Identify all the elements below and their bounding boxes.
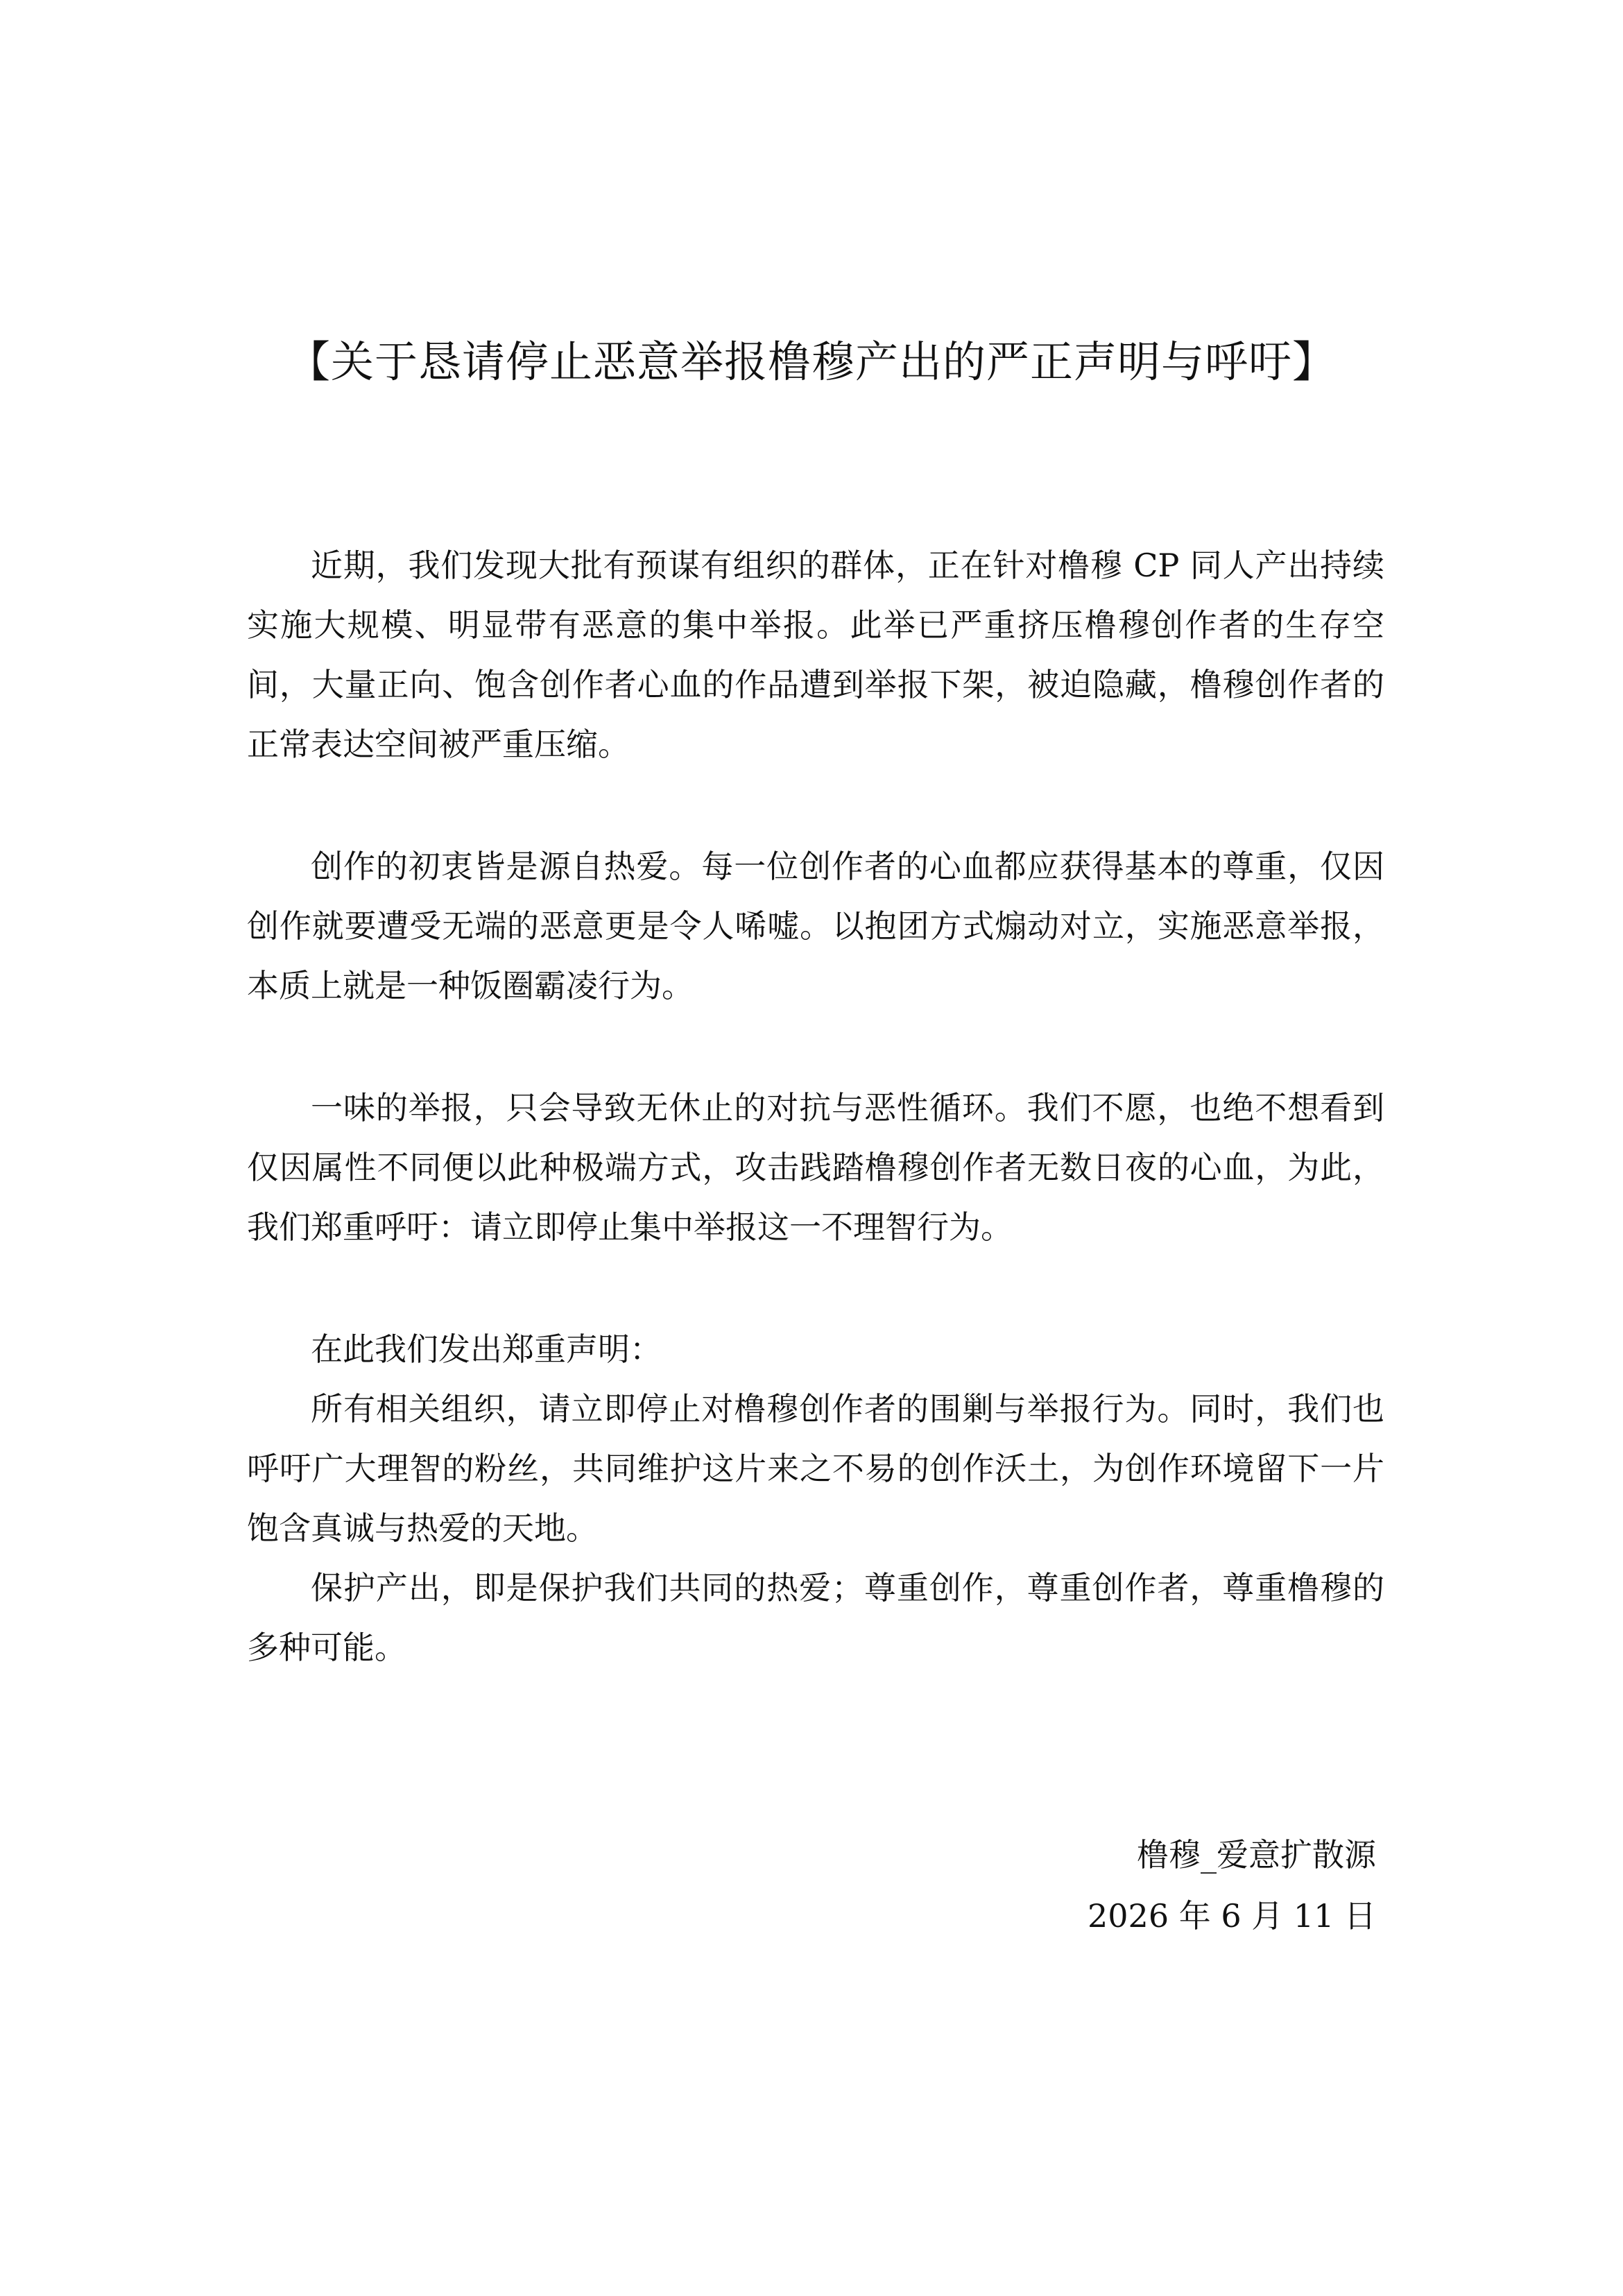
paragraph-appeal: 一味的举报，只会导致无休止的对抗与恶性循环。我们不愿，也绝不想看到仅因属性不同便以此种极端方式，攻击践踏橹穆创作者无数日夜的心血，为此，我们郑重呼吁：请立即停止集中举报这一不理智行为。: [247, 1089, 1384, 1246]
signature-block: [1088, 1824, 1376, 1946]
paragraph-gap: [247, 1257, 1384, 1319]
paragraph-creation: 创作的初衷皆是源自热爱。每一位创作者的心血都应获得基本的尊重，仅因创作就要遭受无端的恶意更是令人唏嘘。以抱团方式煽动对立，实施恶意举报，本质上就是一种饭圈霸凌行为。: [247, 848, 1384, 1004]
paragraph-closing: 保护产出，即是保护我们共同的热爱；尊重创作，尊重创作者，尊重橹穆的多种可能。: [247, 1569, 1384, 1666]
paragraph-gap: [247, 1016, 1384, 1078]
paragraph-statement-heading: 在此我们发出郑重声明：: [311, 1330, 662, 1368]
paragraph-gap: [247, 774, 1384, 837]
signature-date: 2026 年 6 月 11 日: [1088, 1897, 1376, 1935]
paragraph-intro: 近期，我们发现大批有预谋有组织的群体，正在针对橹穆 CP 同人产出持续实施大规模、明显带有恶意的集中举报。此举已严重挤压橹穆创作者的生存空间，大量正向、饱含创作者心血的作品遭到举报下架，被迫隐藏，橹穆创作者的正常表达空间被严重压缩。: [247, 547, 1384, 763]
signature-author: 橹穆_爱意扩散源: [1137, 1836, 1376, 1874]
document-title: 【关于恳请停止恶意举报橹穆产出的严正声明与呼吁】: [286, 336, 1336, 387]
paragraph-statement: 所有相关组织，请立即停止对橹穆创作者的围剿与举报行为。同时，我们也呼吁广大理智的粉丝，共同维护这片来之不易的创作沃土，为创作环境留下一片饱含真诚与热爱的天地。: [247, 1390, 1384, 1547]
document-body: [247, 536, 1384, 1677]
